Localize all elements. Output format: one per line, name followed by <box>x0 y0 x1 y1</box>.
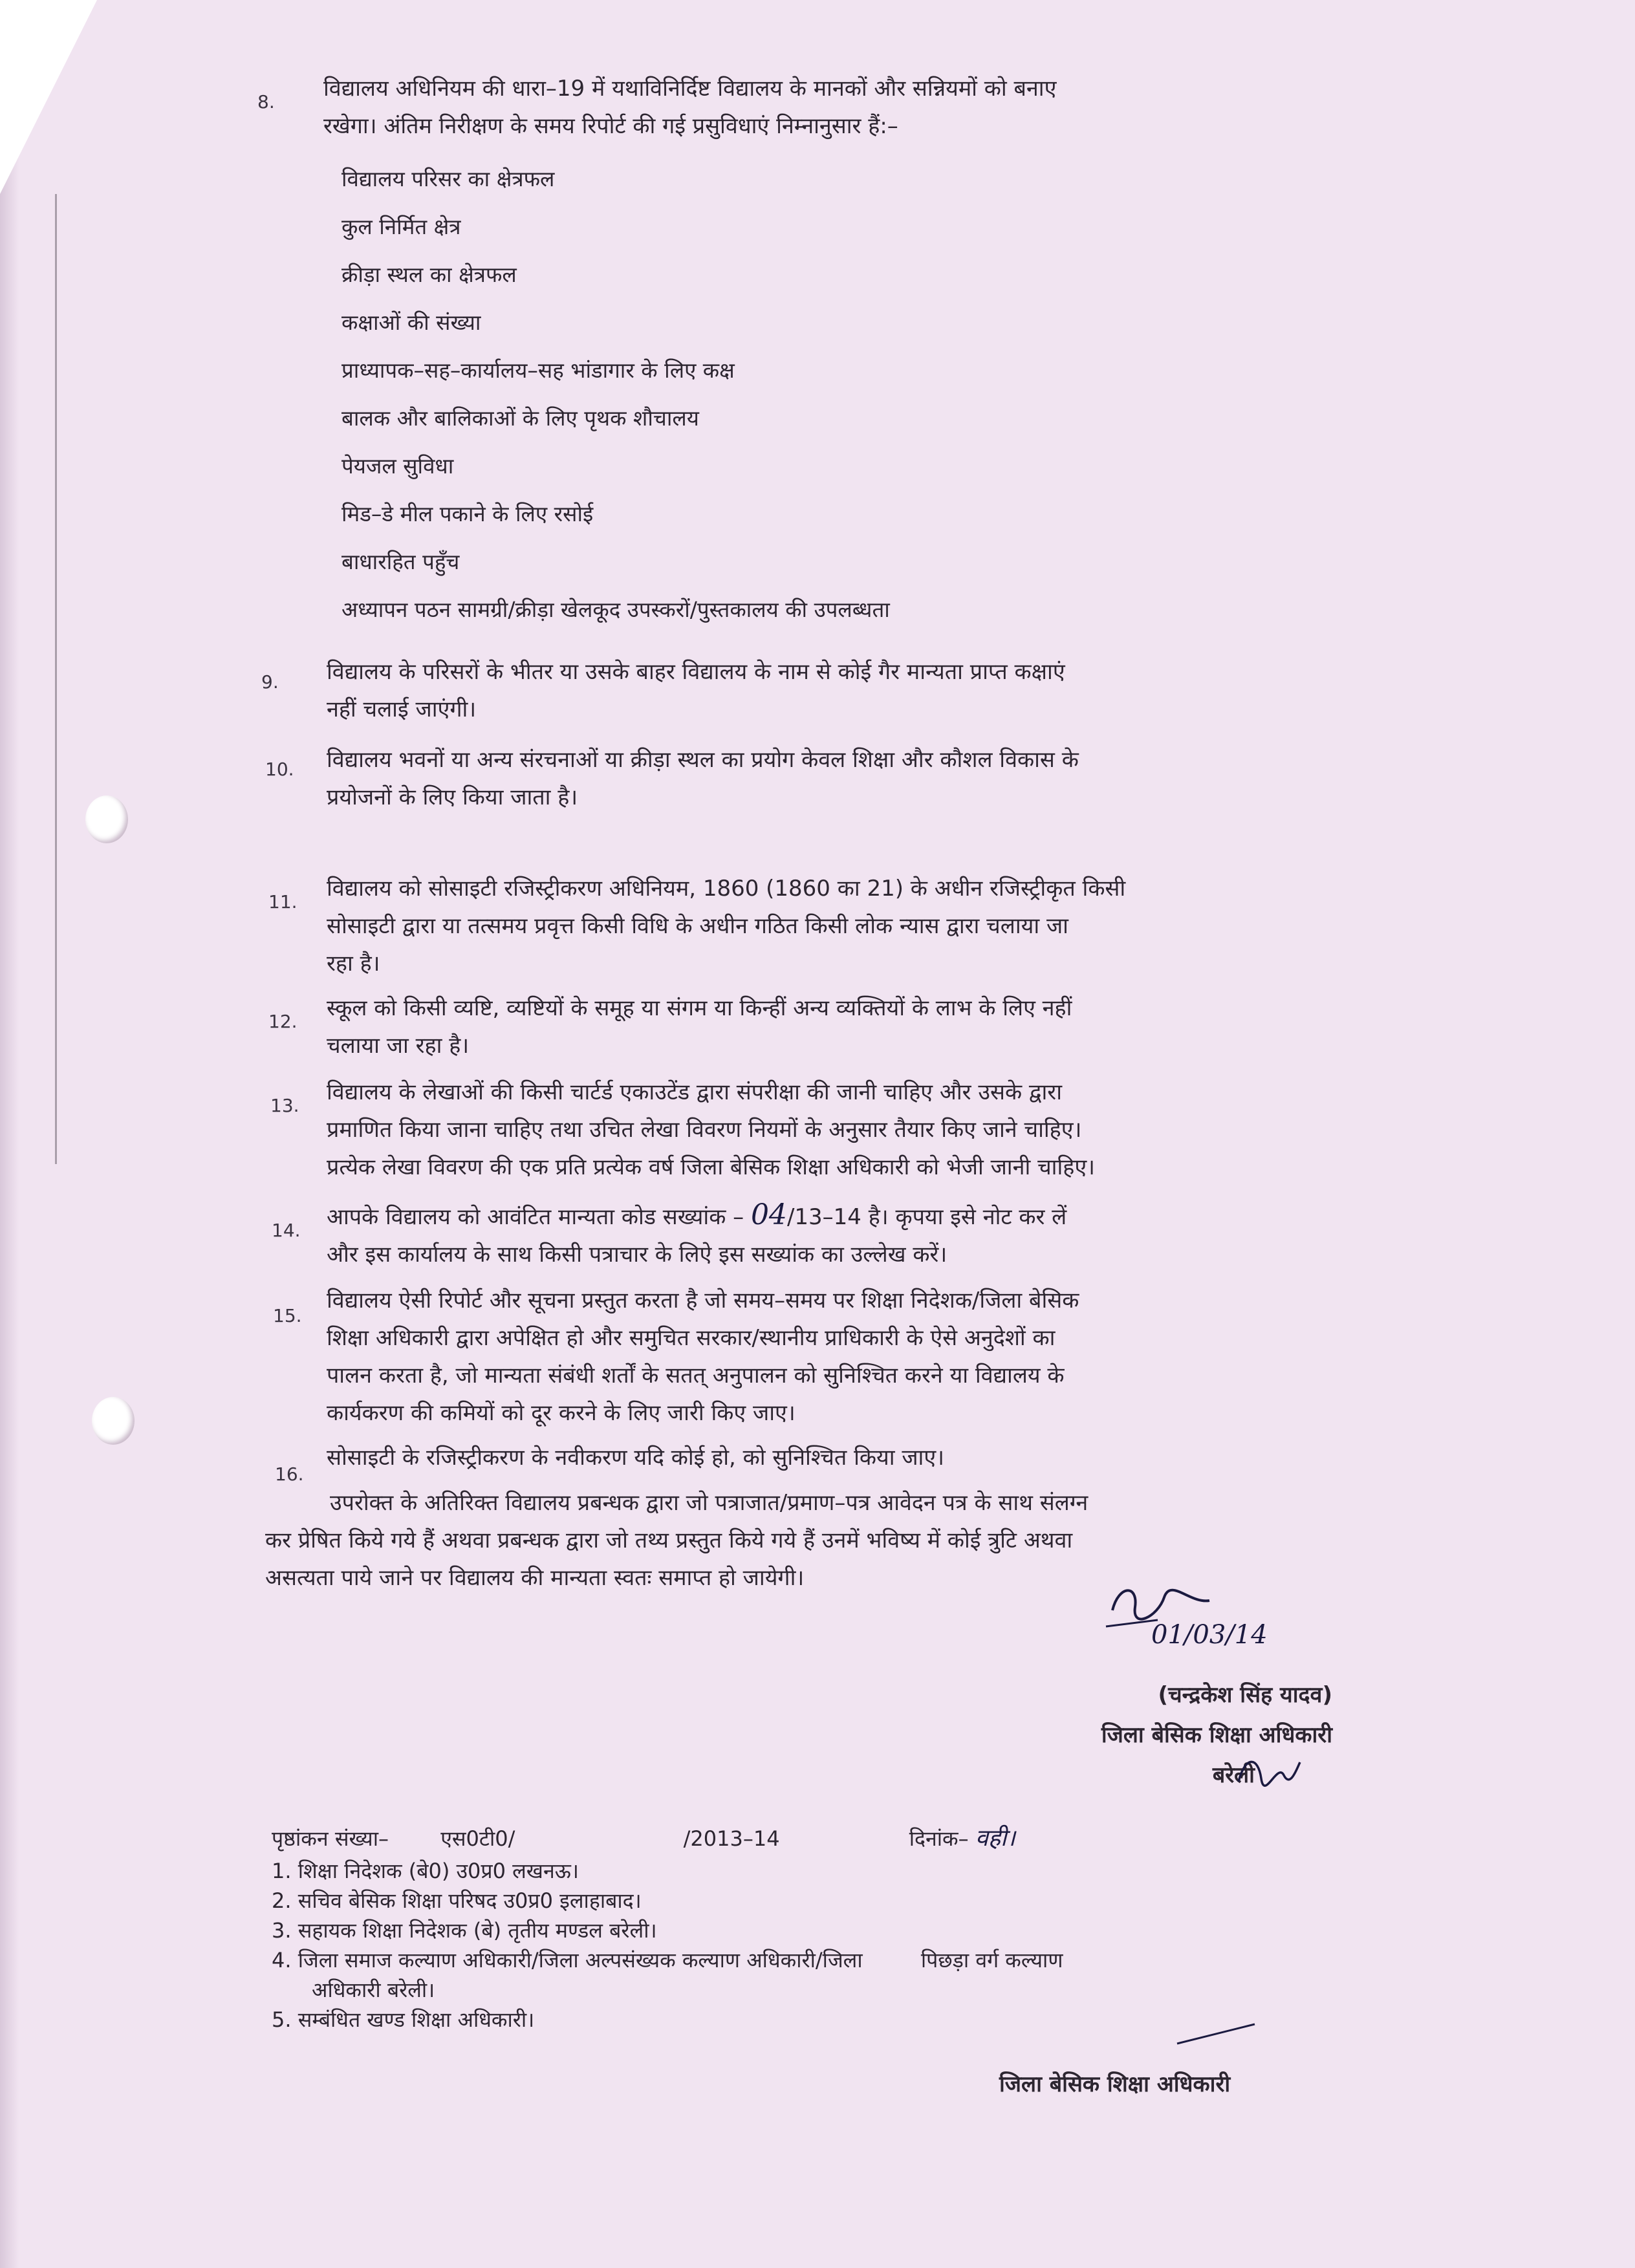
item-16 <box>327 1439 1452 1476</box>
officer-place: बरेली <box>1212 1762 1255 1788</box>
item-10-line-2: प्रयोजनों के लिए किया जाता है। <box>327 784 578 810</box>
item-8-line-1: विद्यालय अधिनियम की धारा–19 में यथाविनिर्दिष्ट विद्यालय के मानकों और सन्नियमों को बनाए <box>323 76 1057 102</box>
item-13-number: 13. <box>270 1095 299 1116</box>
item-16-number: 16. <box>275 1463 304 1485</box>
item-15-line-4: कार्यकरण की कमियों को दूर करने के लिए जारी किए जाए। <box>327 1400 796 1426</box>
item-13-line-3: प्रत्येक लेखा विवरण की एक प्रति प्रत्येक वर्ष जिला बेसिक शिक्षा अधिकारी को भेजी जानी चाहिए। <box>327 1154 1096 1180</box>
recipient-list <box>272 1856 1063 2035</box>
recipient-4-text: 4. जिला समाज कल्याण अधिकारी/जिला अल्पसंख्यक कल्याण अधिकारी/जिला <box>272 1948 863 1972</box>
closing-line-1: उपरोक्त के अतिरिक्त विद्यालय प्रबन्धक द्वारा जो पत्राजात/प्रमाण–पत्र आवेदन पत्र के साथ संलग्न <box>330 1490 1088 1516</box>
item-9-line-1: विद्यालय के परिसरों के भीतर या उसके बाहर विद्यालय के नाम से कोई गैर मान्यता प्राप्त कक्षाएं <box>327 659 1065 685</box>
item-8 <box>323 70 1436 145</box>
item-15-line-3: पालन करता है, जो मान्यता संबंधी शर्तों के सतत् अनुपालन को सुनिश्चित करने या विद्यालय के <box>327 1363 1065 1388</box>
item-9-number: 9. <box>261 671 279 693</box>
folded-corner <box>0 0 97 194</box>
facility-item: बालक और बालिकाओं के लिए पृथक शौचालय <box>341 405 699 431</box>
bottom-signature-mark <box>1171 2018 1261 2050</box>
page-edge-shadow <box>0 0 19 2268</box>
item-16-line-1: सोसाइटी के रजिस्ट्रीकरण के नवीकरण यदि कोई हो, को सुनिश्चित किया जाए। <box>327 1445 945 1471</box>
item-11-line-2: सोसाइटी द्वारा या तत्समय प्रवृत्त किसी विधि के अधीन गठित किसी लोक न्यास द्वारा चलाया जा <box>327 913 1068 939</box>
item-9 <box>327 653 1439 728</box>
item-10-line-1: विद्यालय भवनों या अन्य संरचनाओं या क्रीड़ा स्थल का प्रयोग केवल शिक्षा और कौशल विकास के <box>327 747 1079 773</box>
item-13 <box>327 1074 1452 1186</box>
item-11-line-3: रहा है। <box>327 951 380 977</box>
facility-item: प्राध्यापक–सह–कार्यालय–सह भांडागार के लिए कक्ष <box>341 358 735 383</box>
facility-item: मिड–डे मील पकाने के लिए रसोई <box>341 501 594 526</box>
item-11 <box>327 870 1439 982</box>
item-8-number: 8. <box>257 91 275 113</box>
bottom-signature-designation: जिला बेसिक शिक्षा अधिकारी <box>999 2071 1231 2097</box>
punch-hole-bottom <box>92 1397 135 1445</box>
item-11-line-1: विद्यालय को सोसाइटी रजिस्ट्रीकरण अधिनियम, 1860 (1860 का 21) के अधीन रजिस्ट्रीकृत किसी <box>327 876 1126 902</box>
item-13-line-2: प्रमाणित किया जाना चाहिए तथा उचित लेखा विवरण नियमों के अनुसार तैयार किए जाने चाहिए। <box>327 1117 1082 1143</box>
item-12-line-1: स्कूल को किसी व्यष्टि, व्यष्टियों के समूह या संगम या किन्हीं अन्य व्यक्तियों के लाभ के लिए नहीं <box>327 995 1072 1021</box>
endorsement-year: /2013–14 <box>683 1826 780 1851</box>
recognition-code-handwritten: 04 <box>750 1198 787 1231</box>
officer-name: (चन्द्रकेश सिंह यादव) <box>1158 1682 1332 1708</box>
recipient-item <box>272 1945 1063 1975</box>
endorsement-date-label: दिनांक– <box>909 1826 969 1851</box>
closing-line-3: असत्यता पाये जाने पर विद्यालय की मान्यता स्वतः समाप्त हो जायेगी। <box>265 1565 805 1591</box>
recipient-4-tail: पिछड़ा वर्ग कल्याण <box>920 1948 1063 1972</box>
endorsement-ref: एस0टी0/ <box>440 1826 515 1851</box>
facility-item: विद्यालय परिसर का क्षेत्रफल <box>341 166 555 191</box>
item-12-line-2: चलाया जा रहा है। <box>327 1033 470 1059</box>
recipient-item: 2. सचिव बेसिक शिक्षा परिषद उ0प्र0 इलाहाबाद। <box>272 1888 642 1913</box>
fold-crease <box>55 194 57 1164</box>
closing-line-2: कर प्रेषित किये गये हैं अथवा प्रबन्धक द्वारा जो तथ्य प्रस्तुत किये गये हैं उनमें भविष्य में कोई त्रुटि अथवा <box>265 1528 1073 1553</box>
facility-item: पेयजल सुविधा <box>341 453 454 479</box>
item-15-line-2: शिक्षा अधिकारी द्वारा अपेक्षित हो और समुचित सरकार/स्थानीय प्राधिकारी के ऐसे अनुदेशों का <box>327 1325 1056 1351</box>
item-14-number: 14. <box>272 1220 301 1241</box>
item-12 <box>327 989 1439 1064</box>
item-15-line-1: विद्यालय ऐसी रिपोर्ट और सूचना प्रस्तुत करता है जो समय–समय पर शिक्षा निदेशक/जिला बेसिक <box>327 1288 1079 1313</box>
facility-item: अध्यापन पठन सामग्री/क्रीड़ा खेलकूद उपस्करों/पुस्तकालय की उपलब्धता <box>341 597 890 622</box>
initials-scribble <box>1232 1749 1303 1795</box>
item-14-line-1-pre: आपके विद्यालय को आवंटित मान्यता कोड सख्यांक – <box>327 1204 744 1230</box>
item-14 <box>327 1196 1452 1273</box>
item-15 <box>327 1282 1452 1432</box>
closing-paragraph <box>265 1484 1410 1597</box>
recipient-4-continuation: अधिकारी बरेली। <box>312 1978 435 2002</box>
recipient-item: 5. सम्बंधित खण्ड शिक्षा अधिकारी। <box>272 2007 535 2032</box>
item-14-line-2: और इस कार्यालय के साथ किसी पत्राचार के लिऐ इस सख्यांक का उल्लेख करें। <box>327 1242 947 1268</box>
endorsement-header <box>272 1824 1015 1853</box>
item-15-number: 15. <box>273 1305 302 1326</box>
item-14-line-1 <box>327 1196 1452 1236</box>
item-8-line-2: रखेगा। अंतिम निरीक्षण के समय रिपोर्ट की गई प्रसुविधाएं निम्नानुसार हैं:– <box>323 113 898 139</box>
endorsement-label: पृष्ठांकन संख्या– <box>272 1826 389 1851</box>
facility-item: क्रीड़ा स्थल का क्षेत्रफल <box>341 262 517 287</box>
item-14-line-1-post: /13–14 है। कृपया इसे नोट कर लें <box>786 1204 1067 1230</box>
facility-item: कुल निर्मित क्षेत्र <box>341 214 461 239</box>
officer-designation: जिला बेसिक शिक्षा अधिकारी <box>1101 1722 1332 1748</box>
item-12-number: 12. <box>268 1011 298 1032</box>
item-10 <box>327 741 1439 816</box>
recipient-item: 1. शिक्षा निदेशक (बे0) उ0प्र0 लखनऊ। <box>272 1859 579 1883</box>
facility-list <box>341 155 890 634</box>
signature-date-handwritten: 01/03/14 <box>1151 1620 1268 1650</box>
endorsement-date-handwritten: वही। <box>975 1825 1015 1852</box>
facility-item: बाधारहित पहुँच <box>341 549 460 574</box>
item-11-number: 11. <box>268 891 298 913</box>
punch-hole-top <box>85 795 128 843</box>
item-13-line-1: विद्यालय के लेखाओं की किसी चार्टर्ड एकाउटेंड द्वारा संपरीक्षा की जानी चाहिए और उसके द्वारा <box>327 1079 1062 1105</box>
item-10-number: 10. <box>265 759 294 780</box>
recipient-item: 3. सहायक शिक्षा निदेशक (बे) तृतीय मण्डल बरेली। <box>272 1918 657 1943</box>
item-9-line-2: नहीं चलाई जाएंगी। <box>327 697 477 722</box>
facility-item: कक्षाओं की संख्या <box>341 310 481 335</box>
